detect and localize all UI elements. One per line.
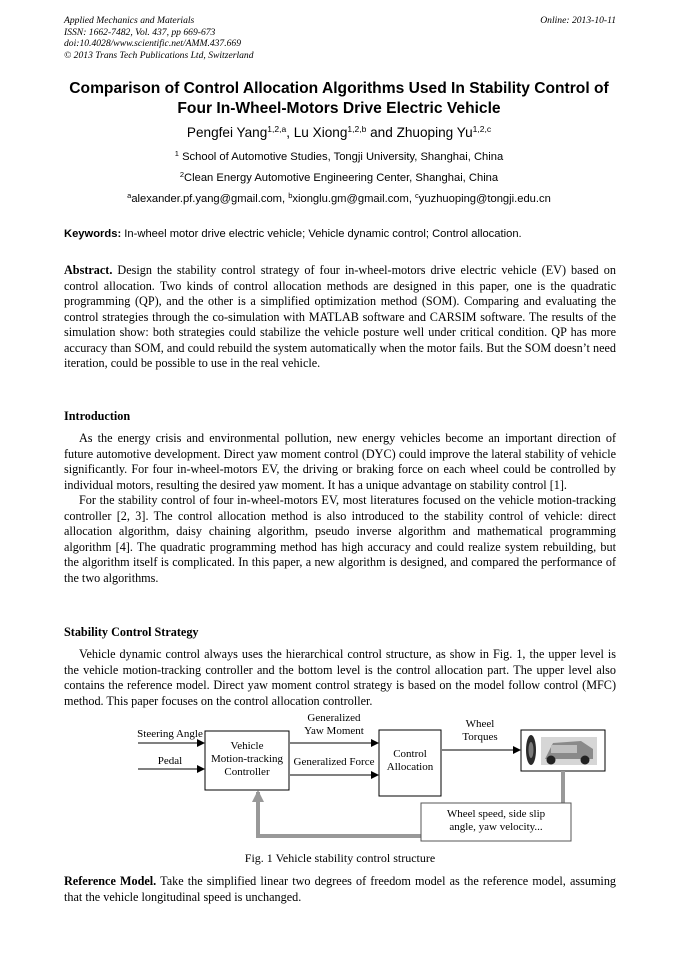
generalized-yaw-moment-line-2: Yaw Moment xyxy=(304,725,364,737)
controller-label-line-3: Controller xyxy=(224,766,270,778)
abstract xyxy=(64,263,616,372)
author-superscript: 1,2,c xyxy=(472,124,492,134)
control-allocation-label xyxy=(379,748,441,774)
email-a: alexander.pf.yang@gmail.com, xyxy=(131,193,289,205)
author-separator: , xyxy=(286,125,294,140)
pedal-label: Pedal xyxy=(157,755,183,767)
stability-paragraph-1: Vehicle dynamic control always uses the hierarchical control structure, as show in Fig. 1, the upper level is the vehicle motion-tracking controller and the bottom level is the control allocation part. The upper level also contains the reference model. Direct yaw moment control strategy is based on the model follow control (MFC) method. This paper focuses on the control allocation controller. xyxy=(64,647,616,708)
reference-model-label: Reference Model. xyxy=(64,874,157,888)
author-superscript: 1,2,a xyxy=(267,124,287,134)
affiliation-1-text: School of Automotive Studies, Tongji University, Shanghai, China xyxy=(178,151,504,163)
online-date: Online: 2013-10-11 xyxy=(540,15,616,26)
journal-doi: doi:10.4028/www.scientific.net/AMM.437.669 xyxy=(64,38,242,49)
author-superscript: 1,2,b xyxy=(347,124,367,134)
keywords-text: In-wheel motor drive electric vehicle; Vehicle dynamic control; Control allocation. xyxy=(121,228,522,240)
generalized-yaw-moment-label xyxy=(290,712,378,738)
stability-body xyxy=(64,647,616,709)
email-b: xionglu.gm@gmail.com, xyxy=(292,193,416,205)
figure-1-caption: Fig. 1 Vehicle stability control structure xyxy=(244,851,436,865)
controller-label xyxy=(205,740,289,779)
wheel-torques-label xyxy=(445,718,515,744)
email-a-sup: a xyxy=(127,191,132,200)
feedback-signals-label xyxy=(421,808,571,834)
introduction-paragraph-2: For the stability control of four in-wheel-motors EV, most literatures focused on the vehicle motion-tracking controller [2, 3]. The control allocation method is also introduced to the stability control of vehicle: direct allocation algorithm, daisy chaining algorithm, pseudo inverse algorithm and mathematical programming algorithm [4]. The quadratic programming method has high accuracy and could realize system rebuilding, but the algorithm itself is complicated. In this paper, a new algorithm is designed, and compared the performance of the two algorithms. xyxy=(64,493,616,585)
stability-heading: Stability Control Strategy xyxy=(64,625,199,639)
journal-header xyxy=(64,15,616,61)
email-c: yuzhuoping@tongji.edu.cn xyxy=(418,193,551,205)
affiliation-2 xyxy=(40,171,638,185)
introduction-paragraph-1: As the energy crisis and environmental pollution, new energy vehicles become an important direction of future automotive development. Direct yaw moment control (DYC) could improve the lateral stability of vehicle significantly. For four in-wheel-motors EV, the driving or braking force on each wheel could be controlled by individual motors, resulting the desired yaw moment. It has a unique advantage on stability control [1]. xyxy=(64,431,616,492)
author-name: Zhuoping Yu xyxy=(396,125,473,140)
keywords-label: Keywords: xyxy=(64,228,122,240)
title-line-2: Four In-Wheel-Motors Drive Electric Vehicle xyxy=(177,100,501,117)
journal-copyright: © 2013 Trans Tech Publications Ltd, Switzerland xyxy=(64,49,254,61)
email-c-sup: c xyxy=(415,191,419,200)
journal-issn: ISSN: 1662-7482, Vol. 437, pp 669-673 xyxy=(64,26,216,38)
author-name: Lu Xiong xyxy=(293,125,348,140)
reference-model-paragraph xyxy=(64,874,616,905)
wheel-torques-line-1: Wheel xyxy=(465,718,495,730)
abstract-text: Design the stability control strategy of four in-wheel-motors drive electric vehicle (EV) based on control allocation. Two kinds of control allocation methods are designed in this paper, one is the quadratic programming (QP), and the other is a simplified optimization method (SOM). Comparing and evaluating the control strategies through the co-simulation with MATLAB software and CARSIM software. The results of the simulation show: both strategies could stabilize the vehicle posture well under critical condition. QP has more accuracy than SOM, and could rebuild the system automatically when the motor fails. But the SOM doesn’t need iteration, could be possible to use in the real vehicle. xyxy=(64,263,616,370)
author-name: Pengfei Yang xyxy=(186,125,268,140)
figure-1 xyxy=(135,711,610,851)
wheel-torques-line-2: Torques xyxy=(462,731,498,743)
generalized-yaw-moment-line-1: Generalized xyxy=(307,712,361,724)
affiliation-1 xyxy=(40,150,638,164)
steering-angle-label: Steering Angle xyxy=(137,728,203,740)
generalized-force-label: Generalized Force xyxy=(293,756,375,768)
journal-name: Applied Mechanics and Materials xyxy=(64,15,195,26)
introduction-heading: Introduction xyxy=(64,409,131,423)
title-line-1: Comparison of Control Allocation Algorithms Used In Stability Control of xyxy=(69,80,609,97)
keywords xyxy=(64,227,616,241)
email-b-sup: b xyxy=(288,191,293,200)
introduction-body xyxy=(64,431,616,586)
feedback-signals-line-2: angle, yaw velocity... xyxy=(449,821,543,833)
controller-label-line-2: Motion-tracking xyxy=(210,753,284,765)
affiliation-2-text: Clean Energy Automotive Engineering Center, Shanghai, China xyxy=(184,172,499,184)
control-allocation-line-1: Control xyxy=(393,748,427,760)
control-allocation-line-2: Allocation xyxy=(386,761,434,773)
author-list xyxy=(40,124,638,142)
email-list xyxy=(40,192,638,206)
reference-model-text: Take the simplified linear two degrees of freedom model as the reference model, assuming that the vehicle longitudinal speed is unchanged. xyxy=(64,874,617,904)
abstract-label: Abstract. xyxy=(64,263,113,277)
affiliation-1-sup: 1 xyxy=(174,149,179,158)
controller-label-line-1: Vehicle xyxy=(230,740,264,752)
paper-title xyxy=(40,79,638,119)
affiliation-2-sup: 2 xyxy=(179,170,185,179)
author-separator: and xyxy=(366,125,397,140)
feedback-signals-line-1: Wheel speed, side slip xyxy=(446,808,546,820)
